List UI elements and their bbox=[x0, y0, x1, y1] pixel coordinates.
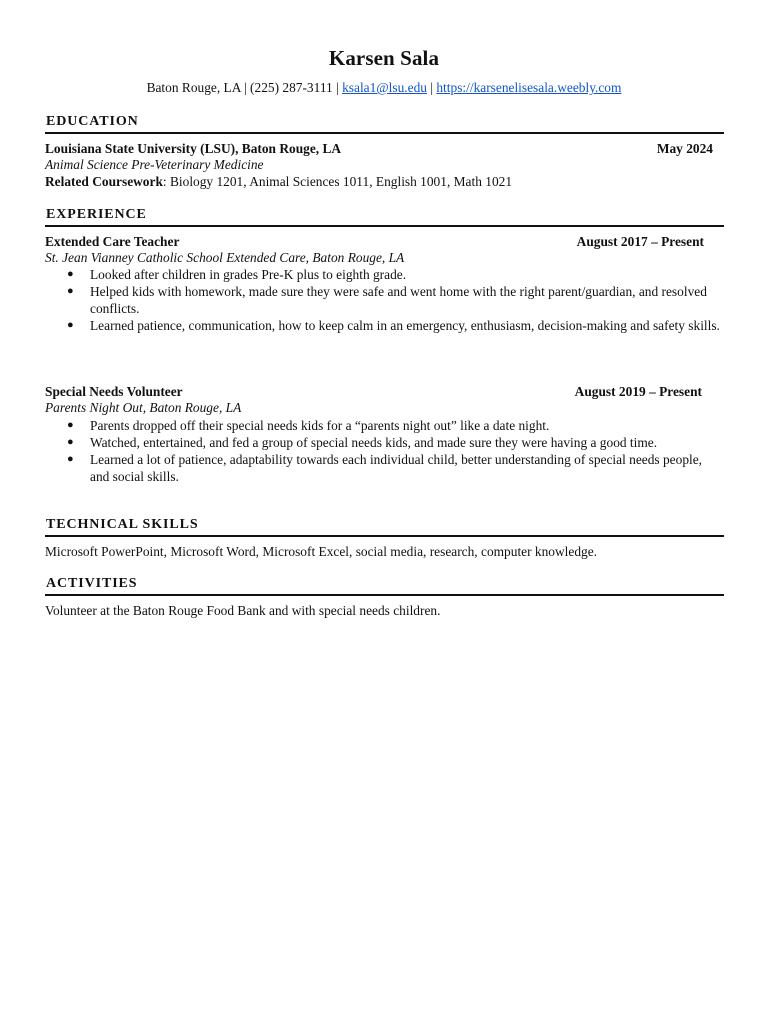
education-date: May 2024 bbox=[656, 141, 713, 156]
bullet-text: Parents dropped off their special needs kids for a “parents night out” like a date night. bbox=[90, 418, 550, 433]
bullet-icon: ● bbox=[67, 285, 74, 297]
job-title: Special Needs Volunteer bbox=[45, 384, 183, 399]
bullet-text: Helped kids with homework, made sure they were safe and went home with the right parent/guardian, and resolved conflicts. bbox=[90, 284, 707, 316]
list-item bbox=[45, 283, 723, 317]
technical-skills-text: Microsoft PowerPoint, Microsoft Word, Microsoft Excel, social media, research, computer knowledge. bbox=[45, 544, 598, 559]
bullet-icon: ● bbox=[67, 268, 74, 280]
education-school: Louisiana State University (LSU), Baton Rouge, LA bbox=[45, 141, 342, 156]
technical-skills-heading: TECHNICAL SKILLS bbox=[45, 517, 724, 537]
coursework-label: Related Coursework bbox=[45, 174, 163, 189]
job-organization: St. Jean Vianney Catholic School Extended Care, Baton Rouge, LA bbox=[45, 250, 405, 265]
list-item bbox=[45, 317, 723, 334]
list-item bbox=[45, 266, 723, 283]
bullet-icon: ● bbox=[67, 436, 74, 448]
job-title: Extended Care Teacher bbox=[45, 234, 180, 249]
contact-separator: | bbox=[426, 80, 437, 95]
bullet-text: Learned a lot of patience, adaptability towards each individual child, better understanding of special needs people, and social skills. bbox=[90, 452, 703, 484]
job-date: August 2019 – Present bbox=[574, 384, 702, 399]
activities-text: Volunteer at the Baton Rouge Food Bank and with special needs children. bbox=[45, 603, 441, 618]
job-date: August 2017 – Present bbox=[576, 234, 704, 249]
job-bullet-list bbox=[45, 266, 723, 334]
education-heading: EDUCATION bbox=[45, 114, 724, 134]
experience-heading: EXPERIENCE bbox=[45, 207, 724, 227]
bullet-icon: ● bbox=[67, 319, 74, 331]
job-bullet-list bbox=[45, 417, 723, 485]
bullet-icon: ● bbox=[67, 419, 74, 431]
bullet-text: Looked after children in grades Pre-K plus to eighth grade. bbox=[90, 267, 407, 282]
list-item bbox=[45, 417, 723, 434]
job-organization: Parents Night Out, Baton Rouge, LA bbox=[45, 400, 242, 415]
bullet-icon: ● bbox=[67, 453, 74, 465]
bullet-text: Watched, entertained, and fed a group of special needs kids, and made sure they were having a good time. bbox=[90, 435, 658, 450]
website-link[interactable]: https://karsenelisesala.weebly.com bbox=[436, 80, 622, 95]
contact-line bbox=[45, 80, 723, 96]
bullet-text: Learned patience, communication, how to keep calm in an emergency, enthusiasm, decision-making and safety skills. bbox=[90, 318, 720, 333]
education-coursework bbox=[45, 174, 512, 190]
coursework-list: : Biology 1201, Animal Sciences 1011, English 1001, Math 1021 bbox=[162, 174, 513, 189]
education-major: Animal Science Pre-Veterinary Medicine bbox=[45, 157, 264, 172]
list-item bbox=[45, 451, 723, 485]
applicant-name: Karsen Sala bbox=[328, 46, 440, 70]
contact-location-phone: Baton Rouge, LA | (225) 287-3111 | bbox=[146, 80, 343, 95]
activities-heading: ACTIVITIES bbox=[45, 576, 724, 596]
list-item bbox=[45, 434, 723, 451]
email-link[interactable]: ksala1@lsu.edu bbox=[342, 80, 427, 95]
